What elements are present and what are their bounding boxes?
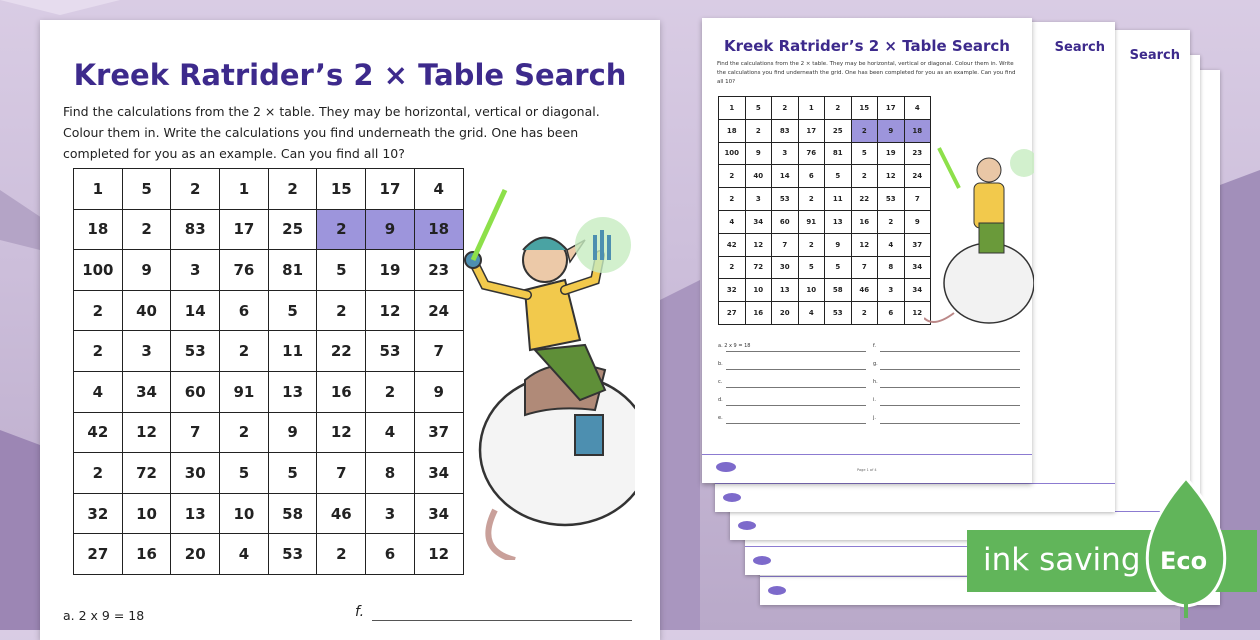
preview-grid-cell[interactable]: 2 <box>745 119 772 142</box>
preview-grid-cell[interactable]: 13 <box>772 279 799 302</box>
preview-answer-line <box>880 351 1020 352</box>
preview-grid-row <box>719 233 931 256</box>
preview-answer-line <box>880 423 1020 424</box>
eco-label: Eco <box>1160 547 1208 575</box>
preview-grid-cell[interactable]: 34 <box>745 210 772 233</box>
grid-cell[interactable]: 40 <box>122 290 171 331</box>
grid-cell[interactable]: 2 <box>268 169 317 210</box>
grid-cell[interactable]: 11 <box>268 331 317 372</box>
preview-answer-label: e. <box>718 415 723 421</box>
grid-cell[interactable]: 10 <box>122 493 171 534</box>
preview-grid-cell[interactable]: 34 <box>904 256 931 279</box>
grid-cell[interactable]: 9 <box>366 209 415 250</box>
grid-row <box>74 331 464 372</box>
preview-grid-cell[interactable]: 91 <box>798 210 825 233</box>
grid-cell[interactable]: 42 <box>74 412 123 453</box>
grid-row <box>74 412 464 453</box>
preview-page-number: Page 1 of 4 <box>857 468 877 472</box>
preview-grid-cell[interactable]: 46 <box>851 279 878 302</box>
grid-cell[interactable]: 5 <box>220 453 269 494</box>
answer-f-line <box>372 620 632 621</box>
preview-instructions: Find the calculations from the 2 × table. They may be horizontal, vertical or diagonal. Colour them in. Write the calculations you find underneath the grid. One has been completed for you as an example. Can you find all 10? <box>717 61 1016 85</box>
twinkl-logo <box>738 521 756 530</box>
preview-grid-cell[interactable]: 5 <box>825 256 852 279</box>
preview-grid-cell[interactable]: 2 <box>851 165 878 188</box>
grid-cell[interactable]: 1 <box>220 169 269 210</box>
preview-answer-label: i. <box>873 397 876 403</box>
grid-cell[interactable]: 5 <box>122 169 171 210</box>
preview-grid-cell[interactable]: 3 <box>745 188 772 211</box>
preview-answer-line <box>726 423 866 424</box>
grid-cell[interactable]: 58 <box>268 493 317 534</box>
preview-grid-row <box>719 279 931 302</box>
grid-cell[interactable]: 2 <box>317 534 366 575</box>
grid-cell[interactable]: 6 <box>220 290 269 331</box>
preview-grid-row <box>719 119 931 142</box>
preview-grid-cell[interactable]: 2 <box>719 165 746 188</box>
preview-sheet-main <box>702 18 1032 483</box>
grid-cell[interactable]: 7 <box>317 453 366 494</box>
preview-answer-label: f. <box>873 343 876 349</box>
grid-cell[interactable]: 15 <box>317 169 366 210</box>
grid-cell[interactable]: 9 <box>414 371 463 412</box>
preview-grid-cell[interactable]: 6 <box>798 165 825 188</box>
grid-cell[interactable]: 22 <box>317 331 366 372</box>
preview-grid-cell[interactable]: 9 <box>825 233 852 256</box>
preview-grid-cell[interactable]: 6 <box>878 302 905 325</box>
grid-cell[interactable]: 3 <box>122 331 171 372</box>
grid-cell[interactable]: 5 <box>268 290 317 331</box>
grid-cell[interactable]: 12 <box>122 412 171 453</box>
grid-row <box>74 290 464 331</box>
preview-grid-cell[interactable]: 32 <box>719 279 746 302</box>
grid-cell[interactable]: 2 <box>317 290 366 331</box>
preview-grid-cell[interactable]: 4 <box>798 302 825 325</box>
grid-cell[interactable]: 16 <box>317 371 366 412</box>
preview-answer-line <box>880 387 1020 388</box>
preview-grid-cell[interactable]: 12 <box>851 233 878 256</box>
preview-grid-row <box>719 97 931 120</box>
grid-cell[interactable]: 2 <box>74 290 123 331</box>
preview-grid-row <box>719 142 931 165</box>
preview-grid-cell[interactable]: 81 <box>825 142 852 165</box>
preview-grid-cell[interactable]: 58 <box>825 279 852 302</box>
grid-cell[interactable]: 23 <box>414 250 463 291</box>
preview-grid-cell[interactable]: 18 <box>719 119 746 142</box>
grid-cell[interactable]: 8 <box>366 453 415 494</box>
preview-answer-label: c. <box>718 379 723 385</box>
grid-cell[interactable]: 81 <box>268 250 317 291</box>
preview-grid-cell[interactable]: 9 <box>878 119 905 142</box>
grid-cell[interactable]: 10 <box>220 493 269 534</box>
kreek-ratrider-illustration <box>455 180 635 560</box>
grid-cell[interactable]: 16 <box>122 534 171 575</box>
preview-grid-cell[interactable]: 8 <box>878 256 905 279</box>
answer-f-label: f. <box>355 604 365 620</box>
grid-cell[interactable]: 1 <box>74 169 123 210</box>
grid-cell[interactable]: 3 <box>171 250 220 291</box>
preview-grid-cell[interactable]: 3 <box>772 142 799 165</box>
grid-row <box>74 209 464 250</box>
grid-cell[interactable]: 32 <box>74 493 123 534</box>
grid-cell[interactable]: 34 <box>122 371 171 412</box>
preview-grid-cell[interactable]: 10 <box>798 279 825 302</box>
preview-grid-cell[interactable]: 23 <box>904 142 931 165</box>
grid-cell[interactable]: 53 <box>171 331 220 372</box>
preview-answer-line <box>726 369 866 370</box>
grid-cell[interactable]: 12 <box>366 290 415 331</box>
preview-sheet-title: Search <box>1129 48 1180 63</box>
grid-cell[interactable]: 2 <box>171 169 220 210</box>
preview-grid-cell[interactable]: 2 <box>851 302 878 325</box>
preview-grid-cell[interactable]: 2 <box>772 97 799 120</box>
preview-grid-cell[interactable]: 2 <box>878 210 905 233</box>
grid-cell[interactable]: 100 <box>74 250 123 291</box>
preview-grid-cell[interactable]: 12 <box>904 302 931 325</box>
grid-cell[interactable]: 91 <box>220 371 269 412</box>
preview-grid-cell[interactable]: 60 <box>772 210 799 233</box>
preview-grid-cell[interactable]: 7 <box>904 188 931 211</box>
preview-grid-cell[interactable]: 9 <box>904 210 931 233</box>
grid-cell[interactable]: 12 <box>414 534 463 575</box>
grid-cell[interactable]: 83 <box>171 209 220 250</box>
answer-example: a. 2 x 9 = 18 <box>63 608 145 623</box>
preview-grid-cell[interactable]: 42 <box>719 233 746 256</box>
preview-grid-cell[interactable]: 2 <box>798 233 825 256</box>
grid-cell[interactable]: 24 <box>414 290 463 331</box>
preview-grid-cell[interactable]: 72 <box>745 256 772 279</box>
preview-grid-cell[interactable]: 37 <box>904 233 931 256</box>
preview-answer-label: g. <box>873 361 878 367</box>
preview-grid-cell[interactable]: 20 <box>772 302 799 325</box>
grid-cell[interactable]: 34 <box>414 493 463 534</box>
grid-cell[interactable]: 20 <box>171 534 220 575</box>
preview-grid-cell[interactable]: 5 <box>745 97 772 120</box>
worksheet-instructions: Find the calculations from the 2 × table. They may be horizontal, vertical or diagonal. Colour them in. Write the calculations you find underneath the grid. One has been completed for you as an example. Can you find all 10? <box>63 104 600 161</box>
preview-answer-line <box>726 387 866 388</box>
preview-grid-cell[interactable]: 2 <box>825 97 852 120</box>
grid-cell[interactable]: 13 <box>268 371 317 412</box>
preview-grid-cell[interactable]: 7 <box>851 256 878 279</box>
grid-cell[interactable]: 19 <box>366 250 415 291</box>
preview-grid-cell[interactable]: 100 <box>719 142 746 165</box>
preview-grid-cell[interactable]: 4 <box>904 97 931 120</box>
preview-grid-row <box>719 256 931 279</box>
grid-cell[interactable]: 46 <box>317 493 366 534</box>
grid-cell[interactable]: 3 <box>366 493 415 534</box>
grid-cell[interactable]: 18 <box>414 209 463 250</box>
grid-cell[interactable]: 2 <box>366 371 415 412</box>
preview-grid-cell[interactable]: 17 <box>878 97 905 120</box>
grid-cell[interactable]: 72 <box>122 453 171 494</box>
preview-grid-cell[interactable]: 19 <box>878 142 905 165</box>
grid-cell[interactable]: 60 <box>171 371 220 412</box>
preview-answer-line <box>726 351 866 352</box>
grid-cell[interactable]: 6 <box>366 534 415 575</box>
grid-row <box>74 453 464 494</box>
preview-grid-row <box>719 165 931 188</box>
preview-grid-cell[interactable]: 4 <box>719 210 746 233</box>
grid-cell[interactable]: 4 <box>74 371 123 412</box>
preview-grid-cell[interactable]: 1 <box>719 97 746 120</box>
grid-cell[interactable]: 9 <box>268 412 317 453</box>
grid-cell[interactable]: 7 <box>171 412 220 453</box>
grid-cell[interactable]: 9 <box>122 250 171 291</box>
preview-grid-cell[interactable]: 15 <box>851 97 878 120</box>
preview-grid-cell[interactable]: 4 <box>878 233 905 256</box>
preview-grid-row <box>719 210 931 233</box>
preview-grid-cell[interactable]: 16 <box>851 210 878 233</box>
grid-cell[interactable]: 2 <box>220 412 269 453</box>
preview-footer-line <box>702 454 1032 455</box>
preview-grid-cell[interactable]: 13 <box>825 210 852 233</box>
preview-grid-cell[interactable]: 22 <box>851 188 878 211</box>
grid-cell[interactable]: 4 <box>220 534 269 575</box>
preview-grid-cell[interactable]: 12 <box>878 165 905 188</box>
preview-answer-label: j. <box>873 415 876 421</box>
grid-cell[interactable]: 5 <box>317 250 366 291</box>
preview-grid-cell[interactable]: 53 <box>825 302 852 325</box>
preview-grid-cell[interactable]: 17 <box>798 119 825 142</box>
grid-cell[interactable]: 53 <box>268 534 317 575</box>
preview-answer-label: a. 2 x 9 = 18 <box>718 343 751 349</box>
preview-grid-cell[interactable]: 76 <box>798 142 825 165</box>
grid-cell[interactable]: 37 <box>414 412 463 453</box>
preview-grid-cell[interactable]: 16 <box>745 302 772 325</box>
twinkl-logo <box>723 493 741 502</box>
twinkl-logo <box>768 586 786 595</box>
preview-grid-cell[interactable]: 18 <box>904 119 931 142</box>
preview-grid-cell[interactable]: 24 <box>904 165 931 188</box>
preview-grid-cell[interactable]: 1 <box>798 97 825 120</box>
preview-number-grid <box>718 96 931 325</box>
preview-grid-cell[interactable]: 9 <box>745 142 772 165</box>
preview-grid-cell[interactable]: 3 <box>878 279 905 302</box>
grid-cell[interactable]: 53 <box>366 331 415 372</box>
ink-saving-text: ink saving <box>983 542 1141 578</box>
grid-row <box>74 371 464 412</box>
preview-grid-cell[interactable]: 30 <box>772 256 799 279</box>
grid-row <box>74 493 464 534</box>
grid-cell[interactable]: 17 <box>366 169 415 210</box>
preview-answer-label: h. <box>873 379 878 385</box>
grid-cell[interactable]: 2 <box>317 209 366 250</box>
preview-grid-cell[interactable]: 2 <box>719 188 746 211</box>
grid-cell[interactable]: 2 <box>74 331 123 372</box>
preview-sheet-title: Search <box>1054 40 1105 55</box>
preview-grid-cell[interactable]: 53 <box>878 188 905 211</box>
grid-cell[interactable]: 7 <box>414 331 463 372</box>
preview-grid-cell[interactable]: 11 <box>825 188 852 211</box>
preview-grid-cell[interactable]: 5 <box>798 256 825 279</box>
preview-grid-row <box>719 188 931 211</box>
preview-grid-cell[interactable]: 83 <box>772 119 799 142</box>
preview-grid-cell[interactable]: 10 <box>745 279 772 302</box>
grid-cell[interactable]: 13 <box>171 493 220 534</box>
twinkl-logo <box>716 462 736 472</box>
grid-cell[interactable]: 17 <box>220 209 269 250</box>
grid-cell[interactable]: 2 <box>74 453 123 494</box>
grid-row <box>74 250 464 291</box>
preview-character-illustration <box>924 118 1034 338</box>
grid-cell[interactable]: 27 <box>74 534 123 575</box>
preview-grid-cell[interactable]: 5 <box>851 142 878 165</box>
grid-cell[interactable]: 14 <box>171 290 220 331</box>
grid-cell[interactable]: 18 <box>74 209 123 250</box>
grid-cell[interactable]: 4 <box>366 412 415 453</box>
preview-answer-line <box>880 369 1020 370</box>
grid-cell[interactable]: 4 <box>414 169 463 210</box>
preview-answer-line <box>880 405 1020 406</box>
grid-cell[interactable]: 2 <box>122 209 171 250</box>
preview-grid-cell[interactable]: 2 <box>719 256 746 279</box>
grid-cell[interactable]: 12 <box>317 412 366 453</box>
number-grid <box>73 168 464 575</box>
preview-grid-cell[interactable]: 25 <box>825 119 852 142</box>
grid-row <box>74 169 464 210</box>
preview-grid-cell[interactable]: 2 <box>798 188 825 211</box>
grid-cell[interactable]: 2 <box>220 331 269 372</box>
preview-grid-cell[interactable]: 27 <box>719 302 746 325</box>
preview-grid-cell[interactable]: 14 <box>772 165 799 188</box>
grid-cell[interactable]: 5 <box>268 453 317 494</box>
grid-cell[interactable]: 25 <box>268 209 317 250</box>
preview-answer-label: d. <box>718 397 723 403</box>
preview-answer-line <box>726 405 866 406</box>
preview-grid-cell[interactable]: 7 <box>772 233 799 256</box>
preview-grid-cell[interactable]: 34 <box>904 279 931 302</box>
grid-row <box>74 534 464 575</box>
preview-grid-cell[interactable]: 2 <box>851 119 878 142</box>
worksheet-title: Kreek Ratrider’s 2 × Table Search <box>73 58 627 92</box>
grid-cell[interactable]: 34 <box>414 453 463 494</box>
preview-title: Kreek Ratrider’s 2 × Table Search <box>724 37 1010 55</box>
grid-cell[interactable]: 30 <box>171 453 220 494</box>
twinkl-logo <box>753 556 771 565</box>
preview-grid-cell[interactable]: 53 <box>772 188 799 211</box>
preview-grid-cell[interactable]: 5 <box>825 165 852 188</box>
preview-answer-label: b. <box>718 361 723 367</box>
preview-grid-row <box>719 302 931 325</box>
preview-grid-cell[interactable]: 12 <box>745 233 772 256</box>
grid-cell[interactable]: 76 <box>220 250 269 291</box>
preview-grid-cell[interactable]: 40 <box>745 165 772 188</box>
